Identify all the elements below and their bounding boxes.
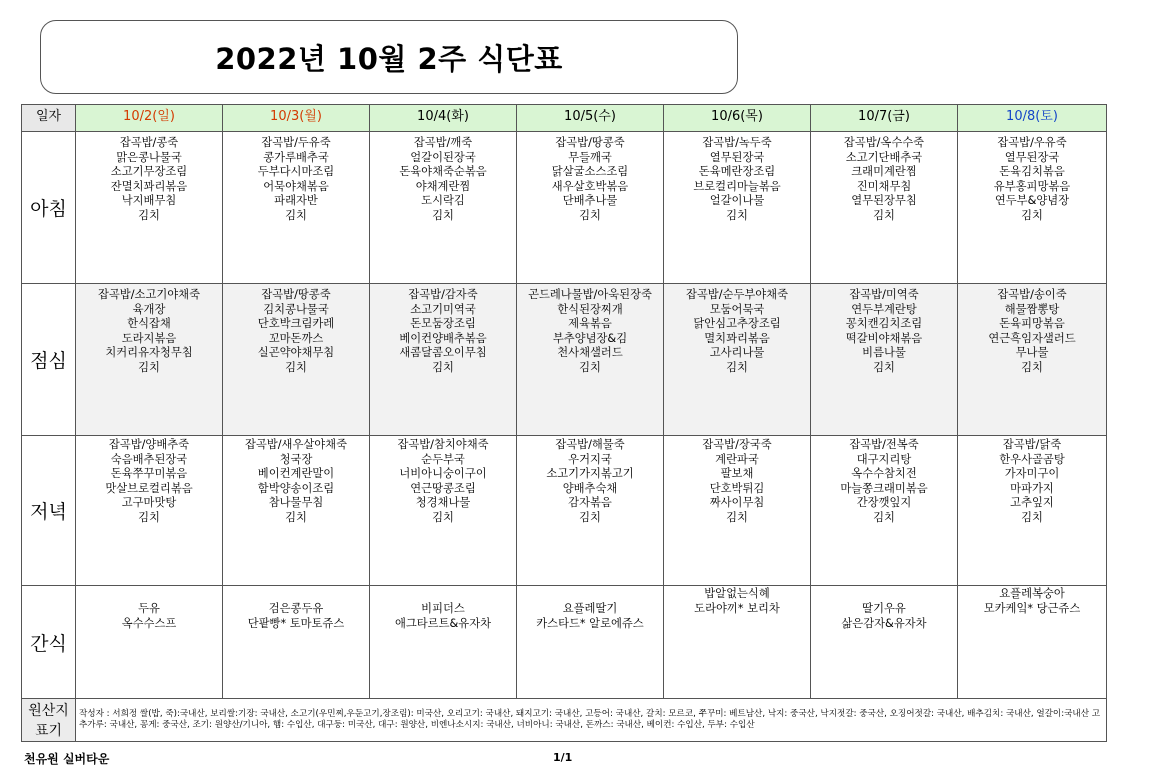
day-header: 10/2(일) (76, 105, 223, 132)
menu-item: 순두부국 (421, 452, 465, 466)
menu-cell (664, 284, 811, 436)
menu-cell (370, 132, 517, 284)
date-header-row (22, 105, 1107, 132)
menu-item: 잡곡밥/녹두죽 (702, 136, 772, 149)
menu-item: 잡곡밥/콩죽 (119, 136, 179, 149)
menu-item: 돈육메란장조림 (698, 165, 776, 178)
menu-item: 김치 (432, 360, 454, 374)
menu-item: 김치 (138, 510, 160, 524)
menu-item: 맛살브로컬리볶음 (105, 481, 193, 495)
menu-item: 김치 (873, 510, 895, 524)
day-header: 10/8(토) (958, 105, 1107, 132)
snack-item: 단팥빵* 토마토쥬스 (247, 616, 345, 630)
menu-item: 치커리유자청무침 (105, 346, 193, 359)
menu-cell (958, 436, 1107, 586)
menu-item: 돈육쭈꾸미볶음 (110, 467, 188, 480)
menu-item: 잡곡밥/우유죽 (997, 136, 1067, 149)
menu-item: 새콤달콤오이무침 (399, 346, 487, 359)
menu-item: 잡곡밥/옥수수죽 (843, 136, 925, 149)
menu-item: 잡곡밥/감자죽 (408, 288, 478, 301)
menu-cell (517, 284, 664, 436)
snack-item: 요플레복숭아 (999, 587, 1065, 600)
menu-item: 단호박튀김 (709, 481, 765, 495)
menu-item: 크래미계란찜 (851, 165, 917, 178)
snack-item: 밥알없는식혜 (704, 587, 770, 600)
menu-item: 잡곡밥/송이죽 (997, 288, 1067, 301)
menu-item: 잡곡밥/닭죽 (1002, 438, 1062, 451)
breakfast-row (22, 132, 1107, 284)
menu-item: 마늘쫑크래미볶음 (840, 481, 928, 495)
menu-item: 열무된장국 (709, 150, 765, 164)
menu-item: 참나물무침 (268, 496, 324, 509)
menu-item: 고추잎지 (1010, 496, 1054, 509)
menu-item: 짜사이무침 (709, 496, 765, 509)
menu-item: 잡곡밥/새우살야채죽 (244, 438, 348, 451)
menu-item: 베이컨계란말이 (257, 467, 335, 480)
menu-item: 얼갈이나물 (709, 194, 765, 207)
menu-item: 잡곡밥/양배추죽 (108, 438, 190, 451)
menu-item: 우거지국 (568, 452, 612, 466)
menu-item: 김치 (138, 360, 160, 374)
menu-item: 브로컬리마늘볶음 (693, 179, 781, 193)
menu-item: 계란파국 (715, 452, 759, 466)
menu-item: 떡갈비야채볶음 (845, 331, 923, 345)
menu-item: 청국장 (279, 452, 313, 466)
menu-item: 김치 (1021, 208, 1043, 222)
snack-item: 비피더스 (421, 602, 465, 615)
menu-item: 한식된장찌개 (557, 302, 623, 316)
menu-cell (811, 436, 958, 586)
menu-item: 닭살굴소스조림 (551, 165, 629, 178)
menu-item: 부추양념장&김 (552, 331, 628, 345)
day-header: 10/5(수) (517, 105, 664, 132)
menu-item: 두부다시마조림 (257, 165, 335, 178)
menu-item: 열무된장무침 (851, 194, 917, 207)
menu-item: 잡곡밥/땅콩죽 (555, 136, 625, 149)
menu-item: 고사리나물 (709, 346, 765, 359)
snack-cell (76, 586, 223, 699)
menu-item: 대구지리탕 (856, 452, 912, 466)
menu-item: 실곤약야채무침 (257, 346, 335, 359)
menu-item: 한식잡채 (127, 317, 171, 330)
menu-cell (76, 436, 223, 586)
menu-cell (664, 132, 811, 284)
menu-item: 김치 (873, 208, 895, 222)
snack-item: 검은콩두유 (268, 602, 324, 615)
menu-item: 잡곡밥/땅콩죽 (261, 288, 331, 301)
menu-item: 꼬마돈까스 (268, 331, 324, 345)
menu-item: 숙음배추된장국 (110, 452, 188, 466)
menu-cell (958, 132, 1107, 284)
menu-item: 무나물 (1015, 346, 1049, 359)
menu-item: 김치 (579, 510, 601, 524)
menu-item: 어묵야채볶음 (263, 179, 329, 193)
day-header: 10/3(월) (223, 105, 370, 132)
origin-label: 원산지 표기 (22, 699, 76, 742)
snack-item: 도라야끼* 보리차 (694, 601, 780, 615)
menu-item: 잡곡밥/전복죽 (849, 438, 919, 451)
menu-item: 진미채무침 (856, 179, 912, 193)
menu-cell (811, 284, 958, 436)
snack-cell (370, 586, 517, 699)
menu-item: 김치 (285, 510, 307, 524)
menu-item: 곤드레나물밥/아욱된장죽 (528, 288, 652, 301)
menu-item: 잔멸치꽈리볶음 (110, 179, 188, 193)
menu-item: 얼갈이된장국 (410, 150, 476, 164)
menu-item: 잡곡밥/해물죽 (555, 438, 625, 451)
menu-item: 김치 (285, 360, 307, 374)
menu-item: 돈육야채죽순볶음 (399, 165, 487, 178)
menu-cell (223, 284, 370, 436)
menu-item: 함박양송이조림 (257, 481, 335, 495)
menu-table (21, 104, 1107, 742)
snack-row (22, 586, 1107, 699)
snack-item: 삶은감자&유자차 (841, 616, 927, 630)
menu-item: 김치 (726, 360, 748, 374)
menu-item: 도라지볶음 (121, 331, 177, 345)
menu-item: 맑은콩나물국 (116, 150, 182, 164)
page-title: 2022년 10월 2주 식단표 (215, 41, 563, 76)
origin-row (22, 699, 1107, 742)
snack-cell (958, 586, 1107, 699)
menu-item: 비름나물 (862, 346, 906, 359)
menu-item: 팔보채 (720, 467, 754, 480)
snack-cell (811, 586, 958, 699)
menu-item: 김치콩나물국 (263, 302, 329, 316)
menu-item: 도시락김 (421, 194, 465, 207)
menu-item: 돈모둠장조림 (410, 317, 476, 330)
menu-item: 김치 (873, 360, 895, 374)
menu-item: 베이컨양배추볶음 (399, 331, 487, 345)
title-box (40, 20, 738, 94)
menu-item: 김치 (1021, 510, 1043, 524)
org-name: 천유원 실버타운 (24, 752, 110, 766)
snack-cell (664, 586, 811, 699)
day-header: 10/7(금) (811, 105, 958, 132)
menu-item: 잡곡밥/두유죽 (261, 136, 331, 149)
origin-text: 작성자 : 서희정 쌀(밥, 죽):국내산, 보리쌀:기장: 국내산, 소고기(우민찌,우둔고기,장조림): 미국산, 오리고기: 국내산, 돼지고기: 국내산, 고등어: 국내산, 갈치: 모르코, 쭈꾸미: 베트남산, 낙지: 중국산, 낙지젓갈: 중국산, 오징어젓갈: 국내산, 배추김치: 국내산, 얼갈이:국내산 고추가루: 국내산, 꽁게: 중국산, 조기: 원양산/기니아, 햄: 수입산, 대구둥: 미국산, 대구: 원양산, 비엔나소시지: 국내산, 너비아니: 국내산, 돈까스: 국내산, 베이컨: 수입산, 두부: 수입산 (76, 699, 1107, 742)
snack-cell (223, 586, 370, 699)
menu-cell (664, 436, 811, 586)
menu-item: 콩가루배추국 (263, 150, 329, 164)
page-number: 1/1 (553, 751, 573, 764)
snack-item: 애그타르트&유자차 (394, 616, 492, 630)
menu-item: 김치 (1021, 360, 1043, 374)
menu-item: 연두부계란탕 (851, 302, 917, 316)
meal-label: 점심 (22, 284, 76, 436)
menu-item: 옥수수참치전 (851, 467, 917, 480)
menu-item: 육개장 (132, 302, 166, 316)
date-header-label: 일자 (22, 105, 76, 132)
menu-item: 천사채샐러드 (557, 346, 623, 359)
menu-item: 잡곡밥/미역죽 (849, 288, 919, 301)
menu-item: 김치 (726, 208, 748, 222)
menu-item: 해물짬뽕탕 (1004, 302, 1060, 316)
lunch-row (22, 284, 1107, 436)
menu-item: 단호박크림카레 (257, 317, 335, 330)
menu-item: 가자미구이 (1004, 467, 1060, 480)
menu-item: 멸치꽈리볶음 (704, 331, 770, 345)
menu-item: 연두부&양념장 (994, 194, 1070, 207)
menu-item: 꽁치캔김치조림 (845, 317, 923, 330)
menu-cell (76, 132, 223, 284)
menu-cell (517, 436, 664, 586)
menu-item: 무들깨국 (568, 150, 612, 164)
menu-cell (76, 284, 223, 436)
menu-item: 잡곡밥/참치야채죽 (397, 438, 489, 451)
menu-item: 너비아니숭이구이 (399, 467, 487, 480)
menu-cell (811, 132, 958, 284)
menu-item: 소고기미역국 (410, 302, 476, 316)
menu-cell (958, 284, 1107, 436)
day-header: 10/4(화) (370, 105, 517, 132)
menu-item: 잡곡밥/깨죽 (413, 136, 473, 149)
menu-item: 김치 (579, 360, 601, 374)
menu-item: 김치 (579, 208, 601, 222)
menu-cell (370, 436, 517, 586)
menu-item: 제육볶음 (568, 317, 612, 330)
dinner-row (22, 436, 1107, 586)
meal-label: 아침 (22, 132, 76, 284)
menu-item: 감자볶음 (568, 496, 612, 509)
menu-item: 소고기단배추국 (845, 150, 923, 164)
menu-item: 야채계란찜 (415, 179, 471, 193)
menu-item: 김치 (432, 208, 454, 222)
menu-item: 김치 (285, 208, 307, 222)
snack-item: 옥수수스프 (121, 616, 177, 630)
menu-cell (370, 284, 517, 436)
menu-item: 낙지배무침 (121, 194, 177, 207)
menu-item: 소고기가지볶고기 (546, 467, 634, 480)
menu-item: 고구마맛탕 (121, 496, 177, 509)
menu-item: 간장깻잎지 (856, 496, 912, 509)
menu-item: 파래자반 (274, 194, 318, 207)
menu-item: 김치 (726, 510, 748, 524)
menu-item: 잡곡밥/장국죽 (702, 438, 772, 451)
menu-item: 돈육김치볶음 (999, 165, 1065, 178)
menu-item: 열무된장국 (1004, 150, 1060, 164)
menu-item: 마파가지 (1010, 481, 1054, 495)
menu-item: 잡곡밥/소고기야채죽 (97, 288, 201, 301)
snack-item: 카스타드* 알로에쥬스 (536, 616, 644, 630)
menu-item: 김치 (432, 510, 454, 524)
snack-item: 두유 (138, 602, 160, 615)
menu-item: 잡곡밥/순두부야채죽 (685, 288, 789, 301)
snack-item: 모카케잌* 당근쥬스 (983, 601, 1081, 615)
menu-item: 연근흑임자샐러드 (988, 331, 1076, 345)
menu-item: 청경채나물 (415, 496, 471, 509)
snack-item: 딸기우유 (862, 602, 906, 615)
menu-item: 소고기무장조림 (110, 165, 188, 178)
menu-cell (223, 132, 370, 284)
snack-cell (517, 586, 664, 699)
menu-item: 양배추숙채 (562, 481, 618, 495)
menu-item: 유부홍피망볶음 (993, 179, 1071, 193)
snack-item: 요플레딸기 (562, 602, 618, 615)
menu-item: 김치 (138, 208, 160, 222)
meal-label: 저녁 (22, 436, 76, 586)
menu-cell (223, 436, 370, 586)
menu-item: 닭안심고추장조림 (693, 317, 781, 330)
day-header: 10/6(목) (664, 105, 811, 132)
menu-item: 새우살호박볶음 (551, 179, 629, 193)
menu-item: 단배추나물 (562, 194, 618, 207)
menu-item: 연근땅콩조림 (410, 481, 476, 495)
menu-item: 한우사골곰탕 (999, 452, 1065, 466)
menu-item: 돈육피망볶음 (999, 317, 1065, 330)
menu-cell (517, 132, 664, 284)
menu-item: 모둠어묵국 (709, 302, 765, 316)
meal-label: 간식 (22, 586, 76, 699)
